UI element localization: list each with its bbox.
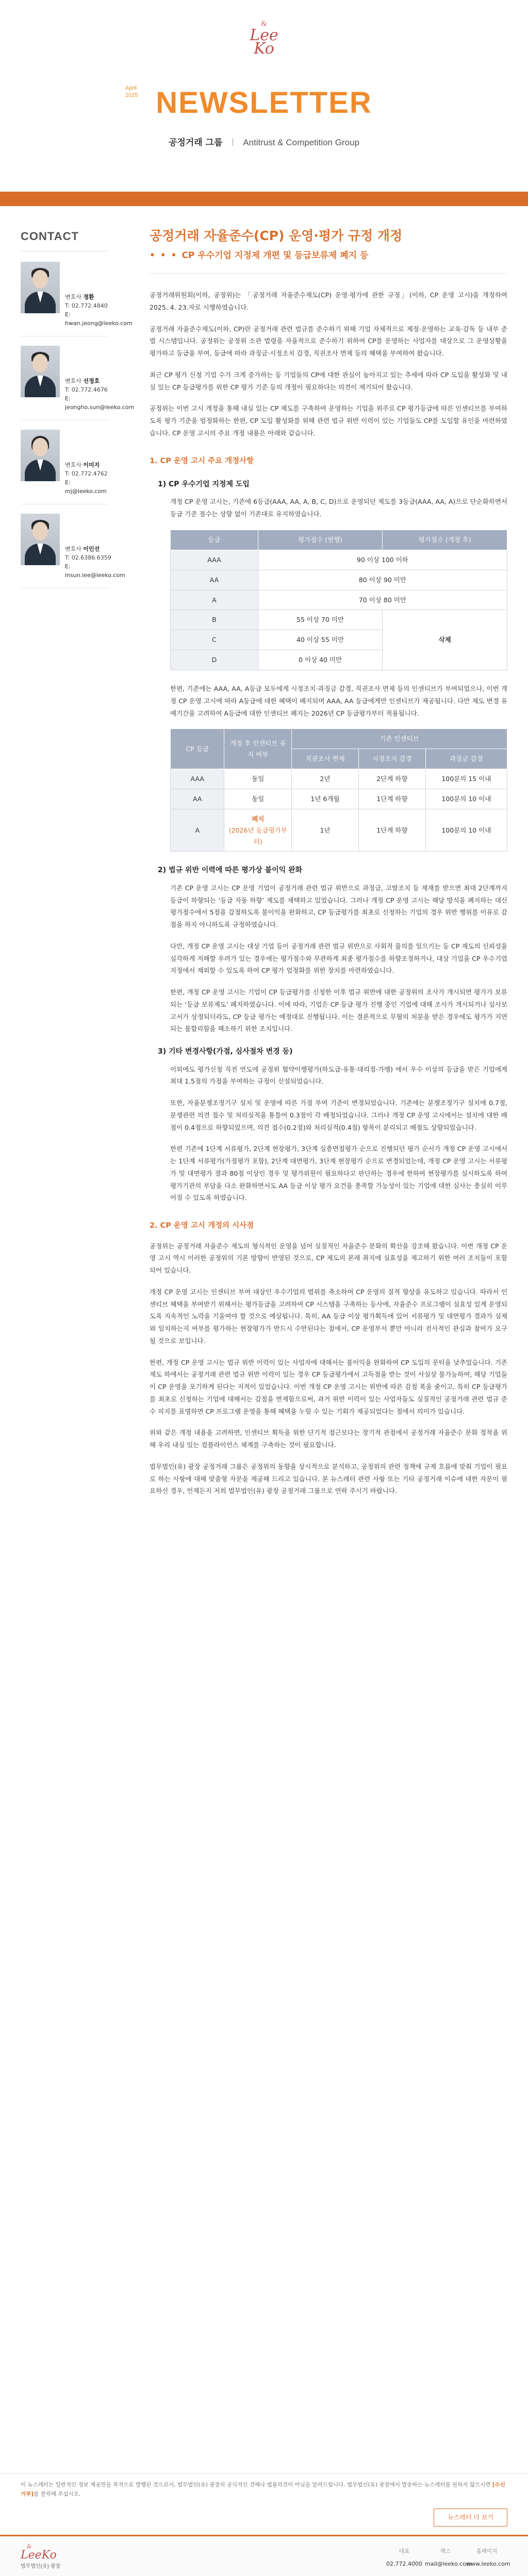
score-cell: 70 이상 80 미만 xyxy=(258,590,507,610)
contact-tel: T: 02.6386.6359 xyxy=(65,554,111,561)
footer-link-label: 팩스 xyxy=(440,2548,451,2554)
avatar xyxy=(21,262,60,313)
group-name-en: Antitrust & Competition Group xyxy=(243,138,360,147)
table-header: 직권조사 면제 xyxy=(292,749,359,769)
footer-logo-ko: Ko xyxy=(41,2549,57,2562)
table-header: 시정조치 감경 xyxy=(358,749,425,769)
score-cell: 40 이상 55 미만 xyxy=(258,630,383,650)
grade-cell: AAA xyxy=(171,769,224,789)
keep-cell xyxy=(224,809,292,852)
order-cell: 1단계 하향 xyxy=(358,789,425,809)
grade-cell: C xyxy=(171,630,258,650)
exempt-cell: 2년 xyxy=(292,769,359,789)
score-cell: 80 이상 90 미만 xyxy=(258,570,507,590)
body-paragraph: 한편, 기존에는 AAA, AA, A등급 모두에게 시정조치·과징금 감경, 직권조사 면제 등의 인센티브가 부여되었으나, 이번 개정 CP 운영 고시에 따라 A등급에 대한 혜택이 폐지되며 AAA, AA 등급에게만 인센티브가 제공됩니다. 다만 제도 변경 유예기간을 고려하여 A등급에 대한 인센티브 폐지는 2026년 CP 등급평가부터 적용됩니다. xyxy=(170,685,507,717)
unsubscribe-link[interactable]: [수신거부] xyxy=(21,2482,505,2497)
newsletter-title: NEWSLETTER xyxy=(156,86,372,120)
disclaimer-text: 이 뉴스레터는 일반적인 정보 제공만을 목적으로 발행된 것으로서, 법무법인(유) 광장의 공식적인 견해나 법률의견이 아님을 알려드립니다. 법무법인(유) 광장에서 발송하는 뉴스레터를 원하지 않으시면 xyxy=(21,2482,491,2488)
grade-cell: A xyxy=(171,809,224,852)
intro-paragraph: 공정위는 이번 고시 개정을 통해 내실 있는 CP 제도를 구축하여 운영하는 기업을 위주로 CP 평가등급에 따른 인센티브를 부여하도록 평가 기준을 엄정화하는 한편, CP 도입 활성화를 위해 관련 법규 위반 이력이 있는 기업들도 CP를 도입할 유인을 마련하였습니다. CP 운영 고시의 주요 개정 내용은 아래와 같습니다. xyxy=(150,404,507,437)
body-paragraph: 한편, 개정 CP 운영 고시는 법규 위반 이력이 있는 사업자에 대해서는 불이익을 완화하여 CP 도입의 문턱을 낮추었습니다. 기존 제도 하에서는 공정거래 관련 법규 위반 이력이 있는 경우 CP 등급평가에서 고득점을 받는 것이 사실상 불가능하여, 해당 기업들이 CP 운영을 포기하게 된다는 지적이 있었습니다. 이번 개정 CP 운영 고시는 위반에 따른 감점 폭을 줄이고, 특히 CP 등급평가를 최초로 신청하는 기업에 대해서는 감점을 면제함으로써, 과거 위반 이력이 있는 사업자들도 실질적인 공정거래 관련 법규 준수 의지를 표명하면 CP 프로그램 운영을 통해 혜택을 누릴 수 있는 기회가 제공되었다는 점에서 의미가 있습니다. xyxy=(150,1358,507,1415)
table-row xyxy=(171,809,507,852)
score-cell: 55 이상 70 미만 xyxy=(258,610,383,630)
section-heading: 1. CP 운영 고시 주요 개정사항 xyxy=(150,456,254,465)
footer-contact-links xyxy=(384,2547,510,2569)
contact-role: 변호사 xyxy=(65,461,81,468)
intro-paragraph: 공정거래위원회(이하, 공정위)는 「공정거래 자율준수제도(CP) 운영·평가에 관한 규정」(이하, CP 운영 고시)을 개정하여 2025. 4. 23.자로 시행하였습니다. xyxy=(150,291,507,311)
contact-email-link[interactable]: E: mj@leeko.com xyxy=(65,479,107,495)
contact-email-link[interactable]: E: hwan.jeong@leeko.com xyxy=(65,311,133,327)
newsletter-footer xyxy=(0,2535,528,2576)
contact-card xyxy=(21,262,133,336)
fine-cell: 100분의 15 이내 xyxy=(425,769,507,789)
subtitle-text: CP 우수기업 지정제 개편 및 등급보류제 폐지 등 xyxy=(182,250,369,261)
exempt-cell: 1년 6개월 xyxy=(292,789,359,809)
body-paragraph: 위와 같은 개정 내용을 고려하면, 인센티브 획득을 위한 단기적 접근보다는 장기적 관점에서 공정거래 자율준수 문화 정착을 위해 우리 내실 있는 컴플라이언스 체계를 구축하는 것이 필요합니다. xyxy=(150,1429,507,1449)
fine-cell: 100분의 10 이내 xyxy=(425,789,507,809)
contact-name: 이미지 xyxy=(83,461,100,468)
contact-info xyxy=(65,514,125,588)
article-subtitle xyxy=(150,248,507,263)
exempt-cell: 1년 xyxy=(292,809,359,852)
issue-date: April 2025 xyxy=(125,85,138,98)
contact-email-link[interactable]: E: jeongho.sun@leeko.com xyxy=(65,395,135,411)
body-paragraph: 공정위는 공정거래 자율준수 제도의 형식적인 운영을 넘어 실질적인 자율준수 문화의 확산을 강조해 왔습니다. 이번 개정 CP 운영 고시 역시 이러한 공정위의 기본 방향이 반영된 것으로, CP 제도의 본래 취지에 실효성을 제고하기 위한 여러 조치들이 포함되어 있습니다. xyxy=(150,1242,507,1274)
logo-lee: Lee xyxy=(250,26,278,44)
contact-role: 변호사 xyxy=(65,377,81,384)
incentive-table xyxy=(170,728,507,852)
fine-cell: 100분의 10 이내 xyxy=(425,809,507,852)
avatar xyxy=(21,430,60,481)
disclaimer-tail: 를 클릭해 주십시오. xyxy=(34,2490,81,2497)
newsletter-header xyxy=(0,0,528,206)
footer-link[interactable] xyxy=(384,2547,425,2569)
intro-paragraph: 최근 CP 평가 신청 기업 수가 크게 증가하는 등 기업들의 CP에 대한 관심이 높아지고 있는 추세에 따라 CP 도입을 활성화 및 내실 있는 CP 등급평가를 위한 CP 평가 기준 등의 개정이 필요하다는 의견이 제기되어 왔습니다. xyxy=(150,370,507,391)
body-paragraph: 또한, 자율분쟁조정기구 설치 및 운영에 따른 가점 부여 기준이 변경되었습니다. 기존에는 분쟁조정기구 설치에 0.7점, 분쟁관련 의견 접수 및 처리실적을 통틀어 0.3점이 각 배정되었습니다. 그러나 개정 CP 운영 고시에서는 설치에 대한 배점이 0.4점으로 하향되었으며, 의견 접수(0.2점)와 처리실적(0.4점) 항목이 분리되고 배점도 상향되었습니다. xyxy=(170,1099,507,1131)
body-paragraph: 개정 CP 운영 고시는 인센티브 부여 대상인 우수기업의 범위를 축소하여 CP 운영의 질적 향상을 유도하고 있습니다. 따라서 인센티브 혜택을 부여받기 위해서는 평가등급을 고려하여 CP 시스템을 구축하는 등사에, 자율준수 프로그램이 실효성 있게 운영되도록 지속적인 노력을 기울여야 할 것으로 예상됩니다. 특히, AA 등급 이상 평가획득에 있어 서류평가 및 대면평가 결과가 실제와 일치하는지 여부를 평가하는 현장평가가 반드시 수반된다는 점에서, CP 운영부서 뿐만 아니라 전사적인 관심과 참여가 요구될 것으로 보입니다. xyxy=(150,1287,507,1345)
footer-logo-amp: & xyxy=(27,2543,32,2550)
body-paragraph: 한편 기존에 1단계 서류평가, 2단계 현장평가, 3단계 심층면접평가 순으로 진행되던 평가 순서가 개정 CP 운영 고시에서는 1단계 서류평가(가점평가 포함), 2단계 대면평가, 3단계 현장평가 순으로 변경되었는데, 개정 CP 운영 고시는 서류평가 및 대면평가 결과 80점 이상인 경우 및 평가위원이 필요하다고 판단하는 경우에 한하여 현장평가를 실시하도록 하여 평가기관의 부담을 다소 완화하면서도 AA 등급 이상 평가 요건을 충족할 가능성이 있는 기업에 대한 심사는 충실히 이루어질 수 있도록 하였습니다. xyxy=(170,1145,507,1202)
body-paragraph: 법무법인(유) 광장 공정거래 그룹은 공정위의 동향을 상시적으로 분석하고, 공정위의 관련 정책에 규제 흐름에 맞춰 기업이 필요로 하는 사항에 대해 맞춤형 자문을 제공해 드리고 있습니다. 본 뉴스레터 관련 사항 또는 기타 공정거래 이슈에 대한 자문이 필요하신 경우, 언제든지 저희 법무법인(유) 광장 공정거래 그룹으로 연락 주시기 바랍니다. xyxy=(150,1462,507,1495)
contact-heading: CONTACT xyxy=(21,227,108,251)
article-title: 공정거래 자율준수(CP) 운영·평가 규정 개정 xyxy=(150,228,403,243)
logo-ampersand: & xyxy=(261,20,267,28)
subsection-heading: 1) CP 우수기업 지정제 도입 xyxy=(158,480,250,488)
contact-sidebar xyxy=(21,227,135,598)
intro-paragraph: 공정거래 자율준수제도(이하, CP)란 공정거래 관련 법규를 준수하기 위해 기업 자체적으로 제정·운영하는 교육·감독 등 내부 준법 시스템입니다. 공정위는 공정위 소관 법령을 자율적으로 준수하기 위하여 CP를 운영하는 사업자를 대상으로 그 운영상황을 평가하고 등급을 부여, 등급에 따라 과징금·시정조치 감경, 직권조사 면제 등의 혜택을 부여하여 왔습니다. xyxy=(150,325,507,357)
logo-ko: Ko xyxy=(254,40,274,58)
table-header: 기존 인센티브 xyxy=(292,729,507,749)
order-cell: 2단계 하향 xyxy=(358,769,425,789)
group-subtitle xyxy=(0,137,528,149)
table-row xyxy=(171,769,507,789)
grade-cell: D xyxy=(171,650,258,670)
header-accent-bar xyxy=(0,192,528,206)
keep-cell: 동일 xyxy=(224,789,292,809)
grade-cell: AAA xyxy=(171,550,258,570)
content-columns xyxy=(0,206,528,1497)
contact-tel: T: 02.772.4840 xyxy=(65,302,108,309)
disclaimer-area xyxy=(0,2473,528,2535)
footer-firm-name: 법무법인(유) 광장 xyxy=(21,2564,61,2569)
title-divider xyxy=(150,273,507,274)
body-paragraph: 이외에도 평가신청 직전 연도에 공정위 협약이행평가(하도급·유통·대리점·가맹) 에서 우수 이상의 등급을 받은 기업에게 최대 1.5점의 가점을 부여하는 규정이 신설되었습니다. xyxy=(170,1065,507,1086)
lee-ko-logo xyxy=(0,21,528,57)
table-header: 과징금 감경 xyxy=(425,749,507,769)
body-paragraph: 다만, 개정 CP 운영 고시는 대상 기업 등이 공정거래 관련 법규 위반으로 사회적 물의를 일으키는 등 CP 제도의 신뢰성을 심각하게 저해할 우려가 있는 경우에는 평가점수와 무관하게 최종 평가점수를 하향조정하거나, 대상 기업을 CP 우수기업 지정에서 제외할 수 있도록 하여 CP 평가 엄정화를 위한 장치를 마련하였습니다. xyxy=(170,942,507,975)
section-heading: 2. CP 운영 고시 개정의 시사점 xyxy=(150,1222,254,1230)
table-header: 등급 xyxy=(171,530,258,550)
contact-card xyxy=(21,514,125,588)
contact-tel: T: 02.772.4762 xyxy=(65,470,108,477)
footer-link-value: mail@leeko.com xyxy=(425,2561,472,2568)
body-paragraph: 기존 CP 운영 고시는 CP 운영 기업이 공정거래 관련 법규 위반으로 과징금, 고발조치 등 제재를 받으면 최대 2단계까지 등급이 하향되는 ‘등급 자동 하향’ 제도를 채택하고 있었습니다. 그러나 개정 CP 운영 고시는 해당 방식을 폐지하는 대신 평가점수에서 5점을 감점하도록 불이익을 완화하고, CP 등급평가를 최초로 신청하는 기업의 경우 위반 행위를 이유로 감점을 하지 아니하도록 규정하였습니다. xyxy=(170,884,507,929)
keep-value: 폐지 xyxy=(252,815,265,823)
contact-info xyxy=(65,262,133,336)
contact-role: 변호사 xyxy=(65,545,81,552)
grade-cell: AA xyxy=(171,570,258,590)
group-name-kr: 공정거래 그룹 xyxy=(168,138,223,148)
grade-cell: B xyxy=(171,610,258,630)
body-paragraph: 한편, 개정 CP 운영 고시는 기업이 CP 등급평가를 신청한 이후 법규 위반에 대한 공정위의 조사가 개시되면 평가가 보류되는 ‘등급 보류제도’ 폐지하였습니다. 이에 따라, 기업은 CP 등급 평가 진행 중인 기업에 대해 조사가 개시되거나 심사보고서가 상정되더라도, CP 등급 평가는 예정대로 진행됩니다. 이는 결론적으로 무혐의 처분을 받은 경우에도 평가가 지연되는 불합리함을 해소하기 위한 조치입니다. xyxy=(170,988,507,1033)
keep-cell: 동일 xyxy=(224,769,292,789)
contact-card xyxy=(21,430,108,504)
contact-info xyxy=(65,346,134,420)
more-newsletters-button[interactable]: 뉴스레터 더 보기 xyxy=(434,2509,507,2527)
deleted-cell: 삭제 xyxy=(383,610,507,670)
subsection-heading: 2) 법규 위반 이력에 따른 평가상 불이익 완화 xyxy=(158,866,303,875)
more-button-wrap xyxy=(0,2503,528,2535)
table-header: 평가점수 (개정 후) xyxy=(383,530,507,550)
table-row xyxy=(171,789,507,809)
contact-name: 이인선 xyxy=(83,545,100,552)
incentive-table-wrap xyxy=(150,728,507,852)
contact-card xyxy=(21,346,135,420)
keep-note: (2026년 등급평가부터) xyxy=(228,826,287,845)
disclaimer xyxy=(0,2473,528,2503)
grade-cell: A xyxy=(171,590,258,610)
table-row xyxy=(171,590,507,610)
table-header: CP 등급 xyxy=(171,729,224,769)
grade-score-table xyxy=(170,530,507,670)
article-main xyxy=(150,206,507,1497)
contact-tel: T: 02.772.4676 xyxy=(65,386,108,393)
score-cell: 90 이상 100 이하 xyxy=(258,550,507,570)
grade-table-wrap xyxy=(150,530,507,670)
footer-link[interactable] xyxy=(466,2547,510,2569)
contact-role: 변호사 xyxy=(65,293,81,300)
contact-email-link[interactable]: E: insun.lee@leeko.com xyxy=(65,563,125,579)
table-header: 개정 후 인센티브 유지 여부 xyxy=(224,729,292,769)
contact-name: 정환 xyxy=(83,293,94,300)
subtitle-dots: • • • xyxy=(150,250,178,261)
contact-info xyxy=(65,430,108,504)
table-header: 평가점수 (현행) xyxy=(258,530,383,550)
footer-link-label: 홈페이지 xyxy=(476,2548,498,2554)
table-row xyxy=(171,550,507,570)
contact-name: 선정호 xyxy=(83,377,100,384)
subsection-heading: 3) 기타 변경사항(가점, 심사절차 변경 등) xyxy=(158,1047,293,1056)
avatar xyxy=(21,346,60,397)
footer-link-label: 대표 xyxy=(399,2548,410,2554)
footer-logo-lee: Lee xyxy=(21,2549,42,2562)
order-cell: 1단계 하향 xyxy=(358,809,425,852)
score-cell: 0 이상 40 미만 xyxy=(258,650,383,670)
avatar xyxy=(21,514,60,565)
footer-link-value: www.leeko.com xyxy=(466,2561,510,2568)
body-paragraph: 개정 CP 운영 고시는, 기존에 6등급(AAA, AA, A, B, C, D)으로 운영되던 제도를 3등급(AAA, AA, A)으로 단순화하면서 등급 기준 점수는 상향 없이 기존대로 유지하였습니다. xyxy=(170,498,507,518)
footer-link[interactable] xyxy=(425,2547,472,2569)
table-row xyxy=(171,610,507,630)
grade-cell: AA xyxy=(171,789,224,809)
table-row xyxy=(171,570,507,590)
footer-logo xyxy=(21,2544,60,2570)
footer-link-value: 02.772.4000 xyxy=(386,2561,422,2568)
